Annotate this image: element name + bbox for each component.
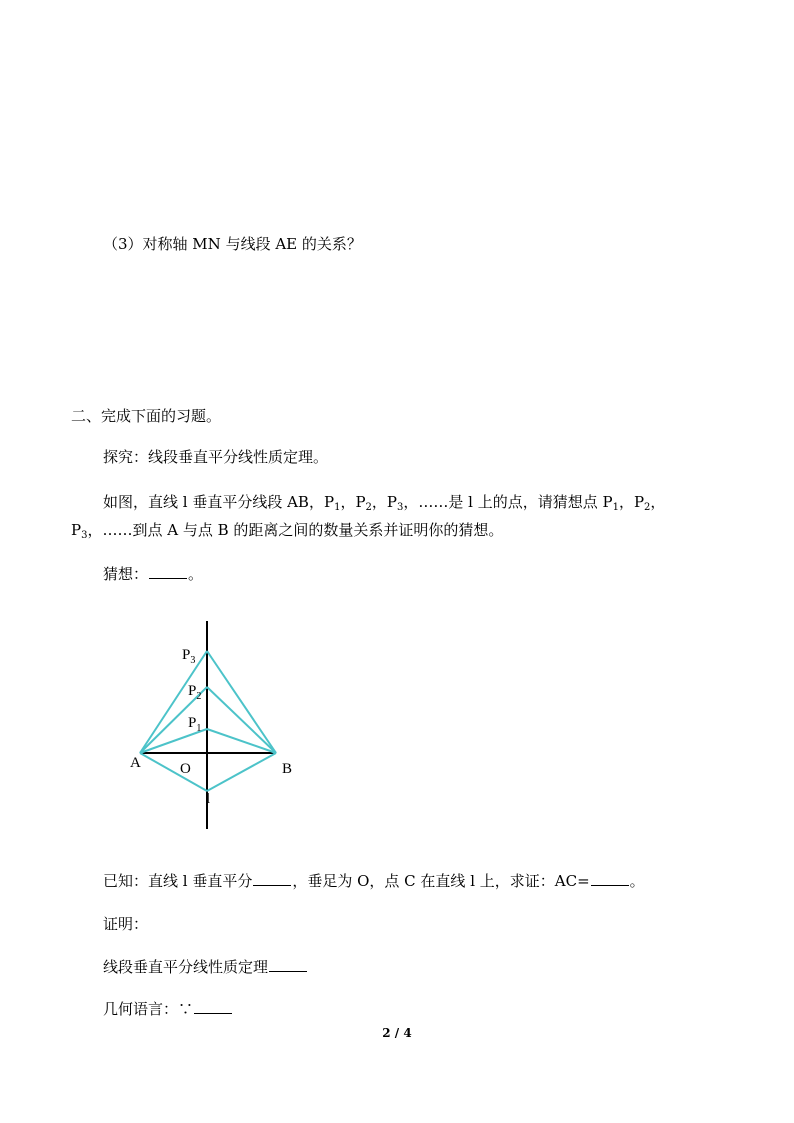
segment-b-bottom [207,753,276,791]
geometry-figure [120,615,340,835]
proof-label: 证明： [103,915,149,933]
label-b: B [282,761,293,777]
explore-heading: 探究：线段垂直平分线性质定理。 [103,448,329,466]
conjecture-blank[interactable] [149,564,187,579]
given-blank-2[interactable] [591,871,629,886]
page-number: 2 / 4 [382,1026,412,1040]
label-p2: $P_2$ [188,683,202,702]
given-line: 已知：直线 l 垂直平分 ，垂足为 O，点 C 在直线 l 上，求证：AC= 。 [103,872,645,890]
label-l: l [206,791,211,807]
segment-a-bottom [140,753,207,791]
given-blank-1[interactable] [253,871,291,886]
label-a: A [130,755,141,771]
problem-line-1: 如图，直线 l 垂直平分线段 AB，$P_1$，$P_2$，$P_3$，……是 l 上的点，请猜想点 $P_1$，$P_2$， [103,493,666,513]
label-p1: $P_1$ [188,715,202,734]
label-p3: $P_3$ [182,647,196,666]
label-o: O [180,761,191,777]
segment-b-p2 [207,687,276,753]
theorem-line: 线段垂直平分线性质定理 [103,957,308,977]
segment-b-p1 [207,729,276,753]
segment-a-p3 [140,651,207,753]
section-title: 二、完成下面的习题。 [71,407,222,425]
theorem-blank[interactable] [269,957,307,972]
problem-line-2: $P_3$，……到点 A 与点 B 的距离之间的数量关系并证明你的猜想。 [71,521,504,541]
segment-b-p3 [207,651,276,753]
geometry-language-line: 几何语言：∵ [103,999,233,1019]
geometry-language-blank[interactable] [194,999,232,1014]
question-3: （3）对称轴 MN 与线段 AE 的关系？ [103,235,362,253]
conjecture-line: 猜想： 。 [103,565,204,583]
